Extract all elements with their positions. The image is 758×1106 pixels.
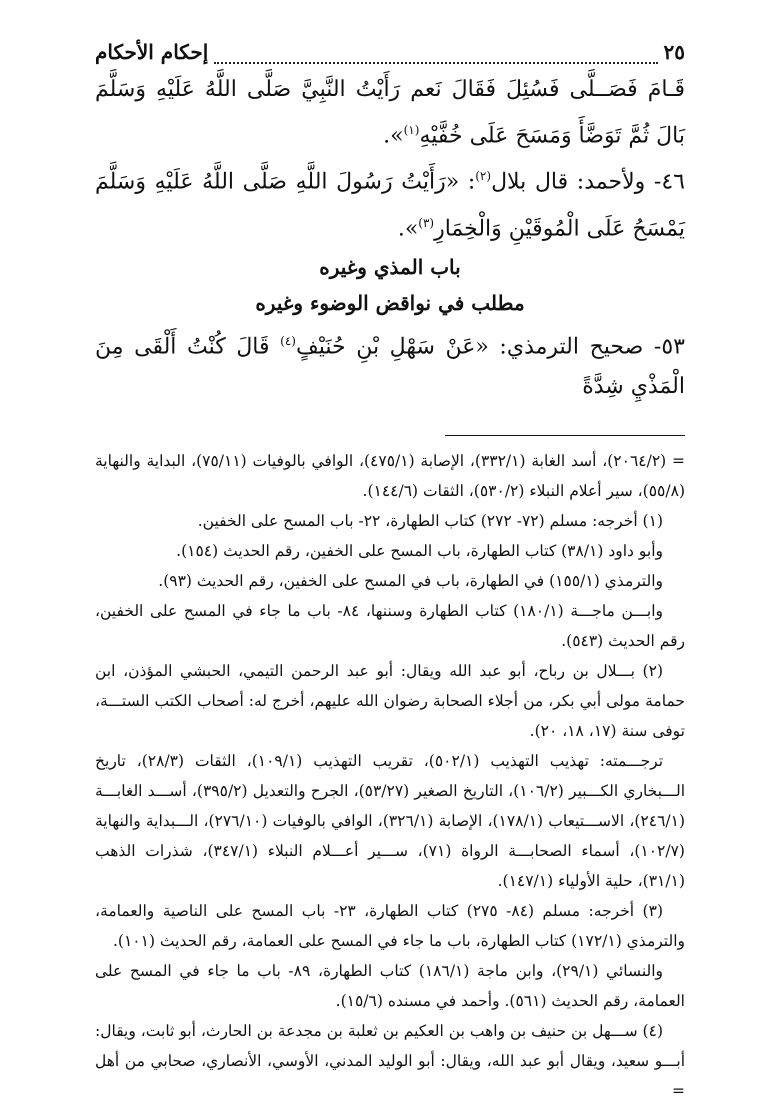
footnote-continuation: = (٢٠٦٤/٢)، أسد الغابة (٣٣٢/١)، الإصابة (٤٧٥/١)، الوافي بالوفيات (٧٥/١١)، البداية والنهاية (٥٥/٨)، سير أعلام النبلاء (٥٣٠/٢)، الثقات (١٤٤/٦). <box>95 452 686 501</box>
footnote-1: (١) أخرجه: مسلم (٧٢- ٢٧٢) كتاب الطهارة، ٢٢- باب المسح على الخفين. <box>197 512 663 531</box>
footnote-ref-4: (٤) <box>280 333 296 348</box>
footnote-1-ibnmajah: وابـــن ماجـــة (١٨٠/١) كتاب الطهارة وسننها، ٨٤- باب ما جاء في المسح على الخفين، رقم الحديث (٥٤٣). <box>95 602 685 651</box>
footnote-ref-1: (١) <box>403 123 420 137</box>
footnote-ref-2: (٢) <box>475 169 492 184</box>
footnote-1-abudawud: وأبو داود (٣٨/١) كتاب الطهارة، باب المسح على الخفين، رقم الحديث (١٥٤). <box>176 542 663 561</box>
section-heading: مطلب في نواقض الوضوء وغيره <box>255 290 525 315</box>
hadith-paragraph-46: ٤٦- ولأحمد: قال بلال$^{(٢)}$: «رَأَيْتُ رَسُولَ اللَّهِ صَلَّى اللَّهُ عَلَيْهِ وَسَلَّمَ يَمْسَحُ عَلَى الْمُوقَيْنِ وَالْخِمَارِ$^{(٣)}$». <box>95 169 685 241</box>
footnote-3: (٣) أخرجه: مسلم (٨٤- ٢٧٥) كتاب الطهارة، ٢٣- باب المسح على الناصية والعمامة، والترمذي (١٧٢/١) كتاب الطهارة، باب ما جاء في المسح على العمامة، رقم الحديث (١٠١). <box>95 902 685 951</box>
hadith-paragraph-1: قَـامَ فَصَــلَّى فَسُئِلَ فَقَالَ نَعم رَأَيْتُ النَّبِيَّ صَلَّى اللَّهُ عَلَيْهِ وَسَلَّمَ بَالَ ثُمَّ تَوَضَّأَ وَمَسَحَ عَلَى خُفَّيْهِ$^{(١)}$». <box>95 77 685 149</box>
page-number: ٢٥ <box>663 40 685 64</box>
header-dot-leader <box>214 52 657 64</box>
hadith-paragraph-53: ٥٣- صحيح الترمذي: «عَنْ سَهْلِ بْنِ حُنَيْفٍ$^{(٤)}$ قَالَ كُنْتُ أَلْقَى مِنَ الْمَذْيِ شِدَّةً <box>95 333 685 400</box>
running-header <box>95 30 685 64</box>
document-page <box>95 30 685 1106</box>
running-title: إحكام الأحكام <box>95 40 209 64</box>
footnote-ref-3: (٣) <box>418 215 435 230</box>
chapter-heading: باب المذي وغيره <box>319 254 461 279</box>
footnote-2: (٢) بـــلال بن رباح، أبو عبد الله ويقال: أبو عبد الرحمن التيمي، الحبشي المؤذن، ابن حمامة مولى أبي بكر، من أجلاء الصحابة رضوان الله عليهم، أخرج له: أصحاب الكتب الستـــة، توفى سنة (١٧، ١٨، ٢٠). <box>95 662 685 741</box>
footnote-1-tirmidhi: والترمذي (١٥٥/١) في الطهارة، باب في المسح على الخفين، رقم الحديث (٩٣). <box>158 572 663 591</box>
footnote-4: (٤) ســـهل بن حنيف بن واهب بن العكيم بن ثعلبة بن مجدعة بن الحارث، أبو ثابت، ويقال: أبـــو سعيد، ويقال أبو عبد الله، ويقال: أبو الوليد المدني، الأوسي، الأنصاري، صحابي من أهل = <box>95 1022 685 1101</box>
main-text <box>95 70 685 407</box>
footnotes <box>95 446 685 1106</box>
footnote-3-nasai: والنسائي (٢٩/١)، وابن ماجة (١٨٦/١) كتاب الطهارة، ٨٩- باب ما جاء في المسح على العمامة، رقم الحديث (٥٦١). وأحمد في مسنده (١٥/٦). <box>95 962 685 1011</box>
footnote-2-biography: ترجـــمته: تهذيب التهذيب (٥٠٢/١)، تقريب التهذيب (١٠٩/١)، الثقات (٢٨/٣)، تاريخ الـــبخاري الكـــبير (١٠٦/٢)، التاريخ الصغير (٥٣/٢٧)، الجرح والتعديل (٣٩٥/٢)، أســـد الغابـــة (٢٤٦/١)، الاســـتيعاب (١٧٨/١)، الإصابة (٣٢٦/١)، الوافي بالوفيات (٢٧٦/١٠)، الـــبداية والنهاية (١٠٢/٧)، أسماء الصحابـــة الرواة (٧١)، ســـير أعـــلام النبلاء (٣٤٧/١)، شذرات الذهب (٣١/١)، حلية الأولياء (١٤٧/١). <box>95 752 686 891</box>
footnote-separator <box>445 435 685 436</box>
